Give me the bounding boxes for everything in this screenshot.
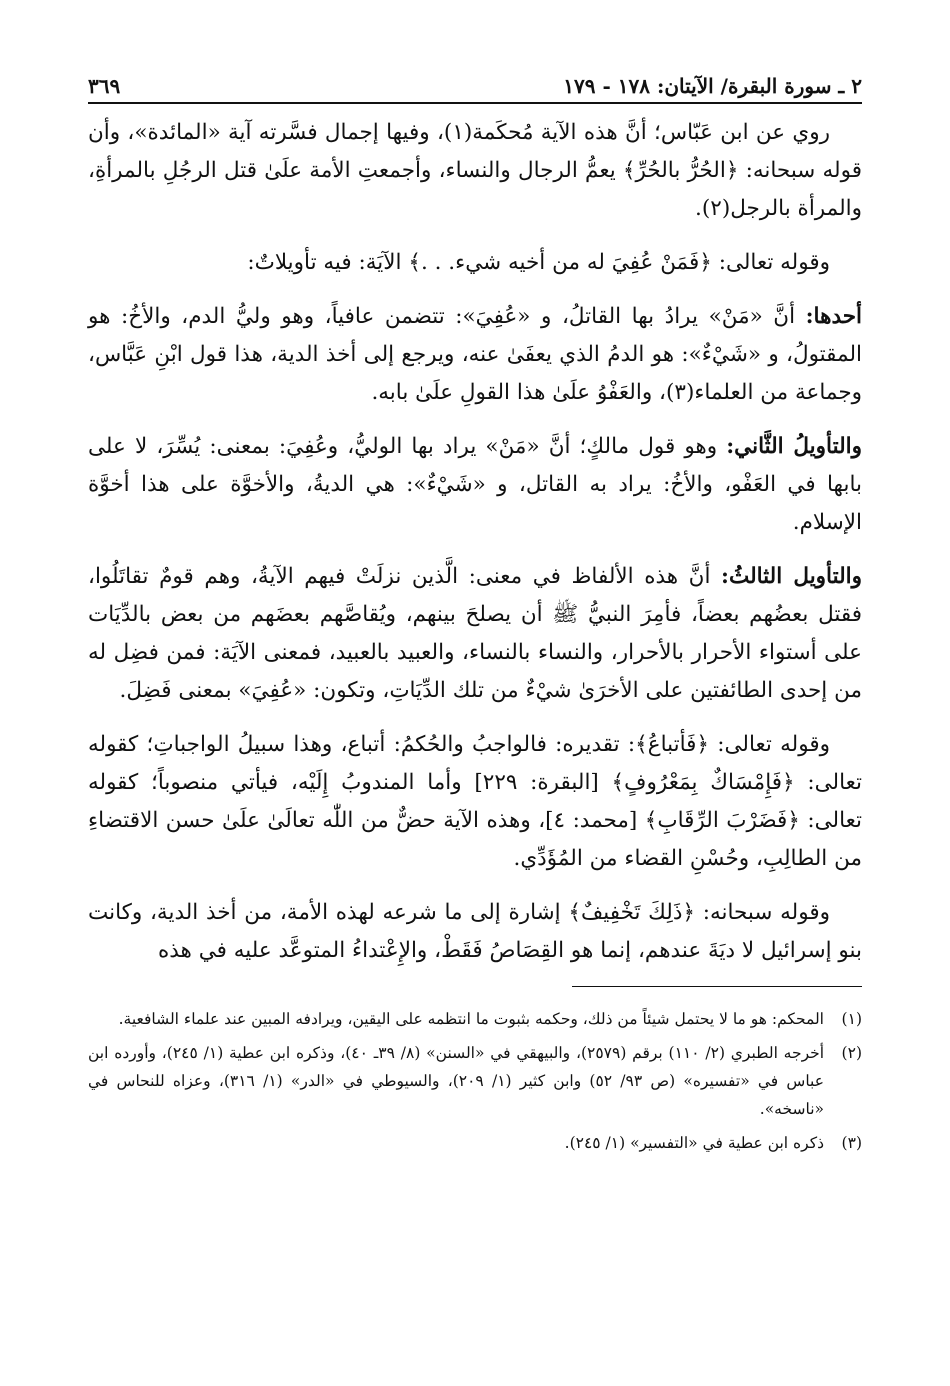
footnote-number: (١) [841, 1010, 862, 1028]
page [88, 58, 862, 1163]
paragraph-7: وقوله سبحانه: ﴿ذَلِكَ تَخْفِيفٌ﴾ إشارة إلى ما شرعه لهذه الأمة، من أخذ الدية، وكانت بنو إسرائيل لا ديَةَ عندهم، إنما هو القِصَاصُ فَقَطْ، والإِعْتداءُ المتوعَّد عليه في هذه [88, 900, 862, 963]
paragraph-4 [88, 428, 862, 542]
paragraph-3-text: أنَّ «مَنْ» يرادُ بها القاتلُ، و «عُفِيَ»: تتضمن عافياً، وهو وليُّ الدم، والأخُ: هو المقتولُ، و «شَيْءٌ»: هو الدمُ الذي يعفَىٰ عنه، ويرجع إلى أخذ الدية، هذا قول ابْنِ عَبَّاس، وجماعة من العلماء(٣)، والعَفْوُ علَىٰ هذا القولِ علَىٰ بابه. [88, 304, 862, 405]
header-title: ٢ ـ سورة البقرة/ الآيتان: ١٧٨ - ١٧٩ [563, 74, 862, 98]
paragraph-2: وقوله تعالى: ﴿فَمَنْ عُفِيَ له من أخيه شيء. . .﴾ الآيَة: فيه تأويلاتٌ: [247, 250, 830, 275]
paragraph-5-text: أنَّ هذه الألفاظ في معنى: الَّذين نزلَتْ فيهم الآيةُ، وهم قومٌ تقاتَلُوا، فقتل بعضُهم بعضاً، فأمِرَ النبيُّ ﷺ أن يصلحَ بينهم، ويُقاصَّهم بعضَهم من بعض بالدِّيَات على أستواء الأحرار بالأحرار، والنساء بالنساء، والعبيد بالعبيد، فمعنى الآيَة: فمن فضِل له من إحدى الطائفتين على الأخرَىٰ شيْءٌ من تلك الدِّيَاتِ، وتكون: «عُفِيَ» بمعنى فَضِلَ. [88, 564, 862, 703]
paragraph-3 [88, 298, 862, 412]
paragraph-4-text: وهو قول مالكٍ؛ أنَّ «مَنْ» يراد بها الوليُّ، وعُفِيَ: بمعنى: يُسِّرَ، لا على بابها في العَفْو، والأخُ: يراد به القاتل، و «شَيْءٌ»: هي الديةُ، والأخوَّة على هذا أخوَّة الإسلام. [88, 434, 862, 535]
footnote-1 [88, 1005, 862, 1033]
paragraph-5 [88, 558, 862, 710]
paragraph-6: وقوله تعالى: ﴿فَأتباعُ﴾: تقديره: فالواجبُ والحُكمُ: أتباع، وهذا سبيلُ الواجباتِ؛ كقوله تعالى: ﴿فَإِمْسَاكٌ بِمَعْرُوفٍ﴾ [البقرة: ٢٢٩] وأما المندوبُ إِلَيْه، فيأتي منصوباً؛ كقوله تعالى: ﴿فَضَرْبَ الرِّقَابِ﴾ [محمد: ٤]، وهذه الآية حضٌّ من اللّٰه تعالَىٰ علَىٰ حسن الاقتضاءِ من الطالِبِ، وحُسْنِ القضاء من المُؤَدِّي. [88, 732, 862, 871]
paragraph-5-lead: والتأويل الثالثُ: [721, 564, 862, 589]
footnote-number: (٣) [841, 1134, 862, 1152]
running-header [88, 58, 862, 104]
footnote-number: (٢) [841, 1044, 862, 1062]
paragraph-4-lead: والتأويلُ الثَّاني: [726, 434, 862, 459]
footnote-3 [88, 1129, 862, 1157]
footnote-2 [88, 1039, 862, 1123]
paragraph-1: روي عن ابن عَبّاس؛ أنَّ هذه الآية مُحكَمة(١)، وفيها إجمال فسَّرته آية «المائدة»، وأن قوله سبحانه: ﴿الحُرُّ بالحُرِّ﴾ يعمُّ الرجال والنساء، وأجمعتِ الأمة علَىٰ قتل الرجُلِ بالمرأةِ، والمرأة بالرجل(٢). [88, 120, 862, 221]
footnote-divider [572, 986, 862, 987]
footnote-text: المحكم: هو ما لا يحتمل شيئاً من ذلك، وحكمه بثبوت ما انتظمه على اليقين، ويرادفه المبين عند علماء الشافعية. [118, 1010, 824, 1028]
paragraph-3-lead: أحدها: [805, 304, 862, 329]
page-number: ٣٦٩ [88, 74, 121, 98]
footnote-text: ذكره ابن عطية في «التفسير» (١/ ٢٤٥). [564, 1134, 824, 1152]
footnote-text: أخرجه الطبري (٢/ ١١٠) برقم (٢٥٧٩)، والبيهقي في «السنن» (٨/ ٣٩ـ ٤٠)، وذكره ابن عطية (١/ ٢٤٥)، وأورده ابن عباس في «تفسيره» (ص ٩٣/ ٥٢) وابن كثير (١/ ٢٠٩)، والسيوطي في «الدر» (١/ ٣١٦)، وعزاه للنحاس في «ناسخه». [88, 1044, 825, 1118]
